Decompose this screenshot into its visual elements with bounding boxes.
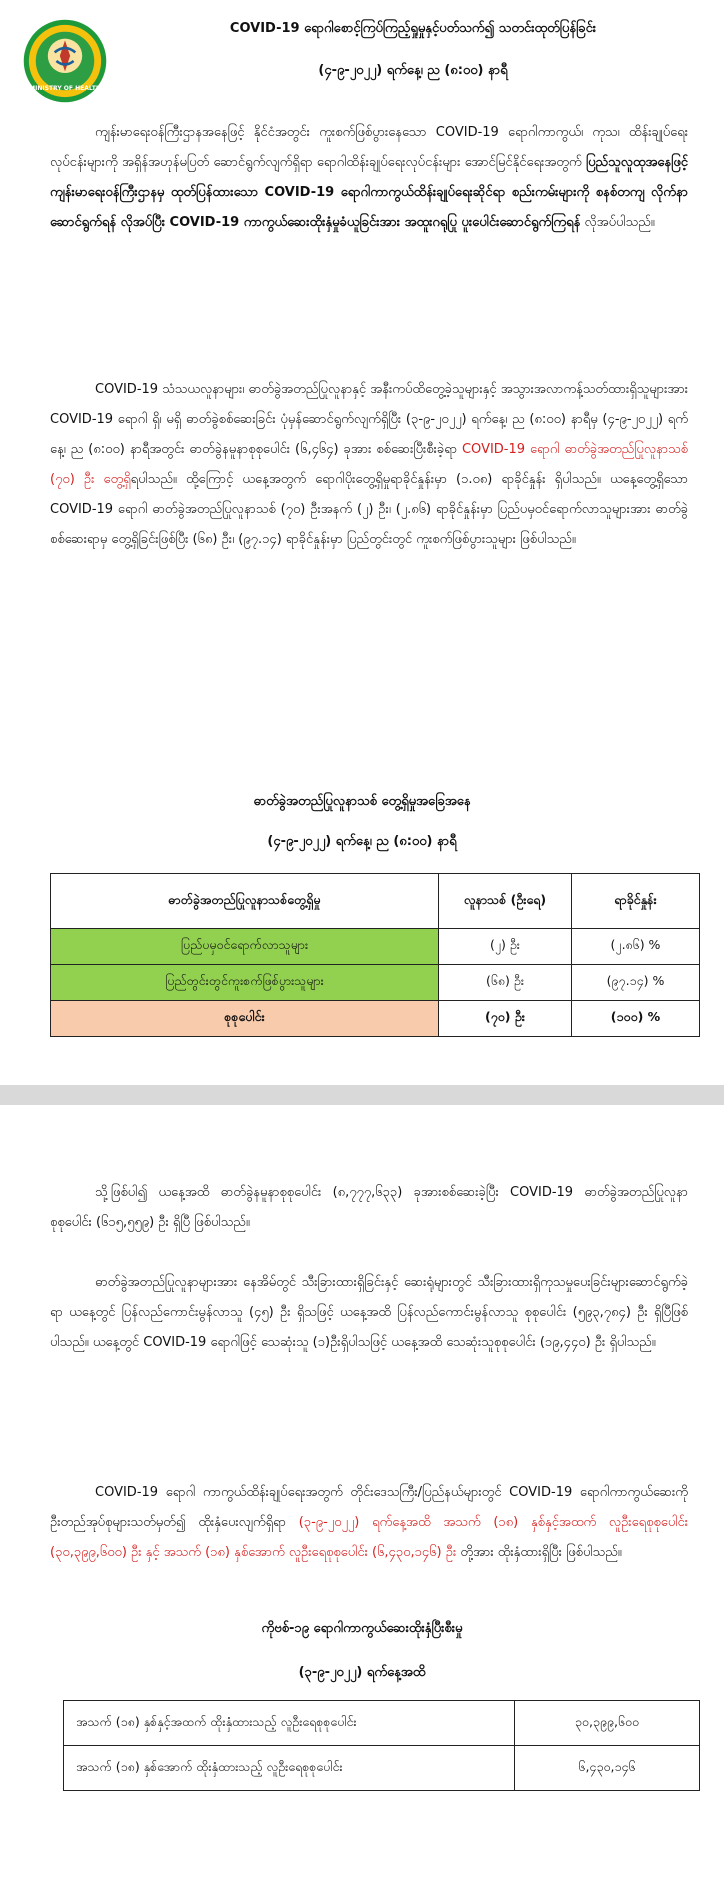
table-total-row: [51, 1001, 700, 1037]
table-row: [64, 1701, 700, 1746]
header-category: ဓာတ်ခွဲအတည်ပြုလူနာသစ်တွေ့ရှိမှု: [51, 874, 439, 929]
paragraph-1-emphasis: ပြည်သူလူထုအနေဖြင့် ကျန်းမာရေးဝန်ကြီးဌာနမှ ထုတ်ပြန်ထားသော COVID-19 ရောဂါကာကွယ်ထိန်းချုပ်ရေးဆိုင်ရာ စည်းကမ်းများကို စနစ်တကျ လိုက်နာဆောင်ရွက်ရန် လိုအပ်ပြီး COVID-19 ကာကွယ်ဆေးထိုးနှံမှုခံယူခြင်းအား အထူးဂရုပြု ပူးပေါင်းဆောင်ရွက်ကြရန်: [50, 155, 688, 230]
paragraph-2-highlight: COVID-19 ရောဂါ ဓာတ်ခွဲအတည်ပြုလူနာသစ် (၇၀) ဦး တွေ့ရှိ: [50, 442, 688, 487]
header-count: လူနာသစ် (ဦးရေ): [439, 874, 572, 929]
paragraph-1: [50, 118, 688, 238]
paragraph-2-intro: COVID-19 သံသယလူနာများ၊ ဓာတ်ခွဲအတည်ပြုလူနာနှင့် အနီးကပ်ထိတွေ့ခဲ့သူများနှင့် အသွားအလာကန့်သတ်ထားရှိသူများအား COVID-19 ရောဂါ ရှိ၊ မရှိ ဓာတ်ခွဲစစ်ဆေးခြင်း ပုံမှန်ဆောင်ရွက်လျက်ရှိပြီး (၃-၉-၂၀၂၂) ရက်နေ့၊ ည (၈:၀၀) နာရီမှ (၄-၉-၂၀၂၂) ရက်နေ့၊ ည (၈:၀၀) နာရီအတွင်း ဓာတ်ခွဲနမူနာစုစုပေါင်း (၆,၄၆၄) ခုအား စစ်ဆေးပြီးစီးခဲ့ရာ: [50, 382, 688, 457]
row-local-count: (၆၈) ဦး: [439, 965, 572, 1001]
paragraph-4: [50, 1268, 688, 1358]
vaccination-adult-value: ၃၀,၃၉၉,၆၀၀: [515, 1701, 700, 1746]
row-imported-count: (၂) ဦး: [439, 929, 572, 965]
paragraph-4-text: ဓာတ်ခွဲအတည်ပြုလူနာများအား နေအိမ်တွင် သီးခြားထားရှိခြင်းနှင့် ဆေးရုံများတွင် သီးခြားထားရှိကုသမှုပေးခြင်းများဆောင်ရွက်ခဲ့ရာ ယနေ့တွင် ပြန်လည်ကောင်းမွန်လာသူ (၄၅) ဦး ရှိသဖြင့် ယနေ့အထိ ပြန်လည်ကောင်းမွန်လာသူ စုစုပေါင်း (၅၉၃,၇၈၄) ဦး ရှိပြီဖြစ်ပါသည်။ ယနေ့တွင် COVID-19 ရောဂါဖြင့် သေဆုံးသူ (၁)ဦးရှိပါသဖြင့် ယနေ့အထိ သေဆုံးသူစုစုပေါင်း (၁၉,၄၄၀) ဦး ရှိပါသည်။: [50, 1275, 688, 1350]
paragraph-2: [50, 375, 688, 555]
paragraph-5-intro: COVID-19 ရောဂါ ကာကွယ်ထိန်းချုပ်ရေးအတွက် တိုင်းဒေသကြီး/ပြည်နယ်များတွင် COVID-19 ရောဂါကာကွယ်ဆေးကို ဦးတည်အုပ်စုများသတ်မှတ်၍ ထိုးနှံပေးလျက်ရှိရာ: [50, 1485, 688, 1530]
row-imported-percent: (၂.၈၆) %: [572, 929, 700, 965]
ministry-of-health-logo: [22, 18, 108, 104]
total-label: စုစုပေါင်း: [51, 1001, 439, 1037]
vaccination-adult-label: အသက် (၁၈) နှစ်နှင့်အထက် ထိုးနှံထားသည့် လူဦးရေစုစုပေါင်း: [64, 1701, 515, 1746]
paragraph-2-rest: ရပါသည်။ ထို့ကြောင့် ယနေ့အတွက် ရောဂါပိုးတွေ့ရှိမှုရာခိုင်နှုန်းမှာ (၁.၀၈) ရာခိုင်နှုန်း ရှိပါသည်။ ယနေ့တွေ့ရှိသော COVID-19 ရောဂါ ဓာတ်ခွဲအတည်ပြုလူနာသစ် (၇၀) ဦးအနက် (၂) ဦး၊ (၂.၈၆) ရာခိုင်နှုန်းမှာ ပြည်ပမှဝင်ရောက်လာသူများအား ဓာတ်ခွဲစစ်ဆေးရာမှ တွေ့ရှိခြင်းဖြစ်ပြီး (၆၈) ဦး၊ (၉၇.၁၄) ရာခိုင်နှုန်းမှာ ပြည်တွင်းတွင် ကူးစက်ဖြစ်ပွားသူများ ဖြစ်ပါသည်။: [50, 472, 688, 547]
vaccination-table: [63, 1700, 700, 1791]
total-count: (၇၀) ဦး: [439, 1001, 572, 1037]
table-header-row: [51, 874, 700, 929]
row-imported-label: ပြည်ပမှဝင်ရောက်လာသူများ: [51, 929, 439, 965]
table-1-date: (၄-၉-၂၀၂၂) ရက်နေ့၊ ည (၈:၀၀) နာရီ: [267, 834, 457, 849]
row-local-percent: (၉၇.၁၄) %: [572, 965, 700, 1001]
paragraph-3: [50, 1178, 688, 1238]
vaccination-minor-label: အသက် (၁၈) နှစ်အောက် ထိုးနှံထားသည့် လူဦးရေစုစုပေါင်း: [64, 1746, 515, 1791]
header-percent: ရာခိုင်နှုန်း: [572, 874, 700, 929]
table-row: [51, 965, 700, 1001]
table-1-title: ဓာတ်ခွဲအတည်ပြုလူနာသစ် တွေ့ရှိမှုအခြေအနေ: [253, 794, 471, 809]
vaccination-minor-value: ၆,၄၃၀,၁၄၆: [515, 1746, 700, 1791]
paragraph-5: [50, 1478, 688, 1568]
total-percent: (၁၀၀) %: [572, 1001, 700, 1037]
paragraph-5-end: တို့အား ထိုးနှံထားရှိပြီး ဖြစ်ပါသည်။: [456, 1545, 622, 1560]
table-2-title: ကိုဗစ်-၁၉ ရောဂါကာကွယ်ဆေးထိုးနှံပြီးစီးမှု: [261, 1621, 463, 1636]
paragraph-1-end: လိုအပ်ပါသည်။: [580, 215, 655, 230]
table-row: [64, 1746, 700, 1791]
page-date: (၄-၉-၂၀၂၂) ရက်နေ့၊ ည (၈:၀၀) နာရီ: [318, 63, 508, 78]
row-local-label: ပြည်တွင်းတွင်ကူးစက်ဖြစ်ပွားသူများ: [51, 965, 439, 1001]
paragraph-3-text: သို့ဖြစ်ပါ၍ ယနေ့အထိ ဓာတ်ခွဲနမူနာစုစုပေါင်း (၈,၇၇၇,၆၃၃) ခုအားစစ်ဆေးခဲ့ပြီး COVID-19 ဓာတ်ခွဲအတည်ပြုလူနာ စုစုပေါင်း (၆၁၅,၅၅၉) ဦး ရှိပြီ ဖြစ်ပါသည်။: [50, 1185, 688, 1230]
page-separator: [0, 1085, 724, 1105]
paragraph-1-intro: ကျန်းမာရေးဝန်ကြီးဌာနအနေဖြင့် နိုင်ငံအတွင်း ကူးစက်ဖြစ်ပွားနေသော COVID-19 ရောဂါကာကွယ်၊ ကုသ၊ ထိန်းချုပ်ရေးလုပ်ငန်းများကို အရှိန်အဟုန်မပြတ် ဆောင်ရွက်လျက်ရှိရာ ရောဂါထိန်းချုပ်ရေးလုပ်ငန်းများ အောင်မြင်နိုင်ရေးအတွက်: [50, 125, 688, 170]
paragraph-5-highlight: (၃-၉-၂၀၂၂) ရက်နေ့အထိ အသက် (၁၈) နှစ်နှင့်အထက် လူဦးရေစုစုပေါင်း (၃၀,၃၉၉,၆၀၀) ဦး နှင့် အသက် (၁၈) နှစ်အောက် လူဦးရေစုစုပေါင်း (၆,၄၃၀,၁၄၆) ဦး: [50, 1515, 688, 1560]
page-title: COVID-19 ရောဂါစောင့်ကြပ်ကြည့်ရှုမှုနှင့်ပတ်သက်၍ သတင်းထုတ်ပြန်ခြင်း: [229, 21, 597, 36]
table-2-date: (၃-၉-၂၀၂၂) ရက်နေ့အထိ: [298, 1665, 426, 1680]
logo-caption: MINISTRY OF HEALTH: [29, 85, 101, 93]
new-cases-table: [50, 873, 700, 1037]
table-row: [51, 929, 700, 965]
